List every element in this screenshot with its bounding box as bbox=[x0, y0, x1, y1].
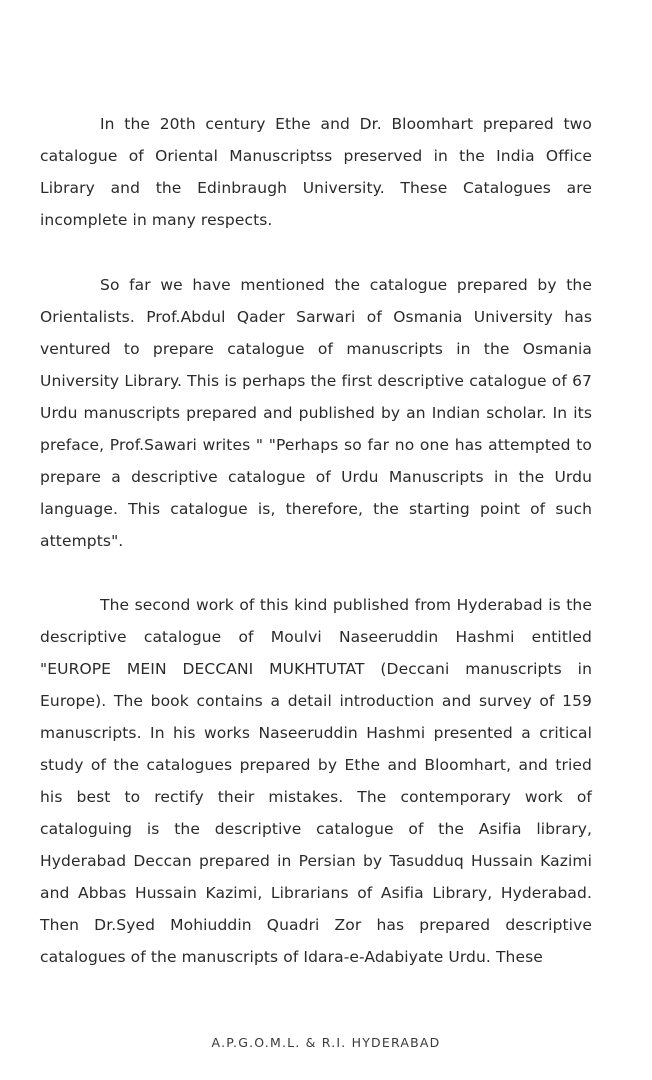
paragraph-sarwari-catalogue: So far we have mentioned the catalogue prepared by the Orientalists. Prof.Abdul Qader Sarwari of Osmania University has ventured to prepare catalogue of manuscripts in the Osmania University Library. This is perhaps the first descriptive catalogue of 67 Urdu manuscripts prepared and published by an Indian scholar. In its preface, Prof.Sawari writes " "Perhaps so far no one has attempted to prepare a descriptive catalogue of Urdu Manuscripts in the Urdu language. This catalogue is, therefore, the starting point of such attempts". bbox=[40, 276, 592, 550]
page-footer: A.P.G.O.M.L. & R.I. HYDERABAD bbox=[211, 1035, 441, 1050]
paragraph-hashmi-catalogue: The second work of this kind published from Hyderabad is the descriptive catalogue of Moulvi Naseeruddin Hashmi entitled "EUROPE MEIN DECCANI MUKHTUTAT (Deccani manuscripts in Europe). The book contains a detail introduction and survey of 159 manuscripts. In his works Naseeruddin Hashmi presented a critical study of the catalogues prepared by Ethe and Bloomhart, and tried his best to rectify their mistakes. The contemporary work of cataloguing is the descriptive catalogue of the Asifia library, Hyderabad Deccan prepared in Persian by Tasudduq Hussain Kazimi and Abbas Hussain Kazimi, Librarians of Asifia Library, Hyderabad. Then Dr.Syed Mohiuddin Quadri Zor has prepared descriptive catalogues of the manuscripts of Idara-e-Adabiyate Urdu. These bbox=[40, 596, 592, 966]
paragraph-ethe-bloomhart: In the 20th century Ethe and Dr. Bloomhart prepared two catalogue of Oriental Manuscriptss preserved in the India Office Library and the Edinbraugh University. These Catalogues are incomplete in many respects. bbox=[40, 115, 592, 229]
